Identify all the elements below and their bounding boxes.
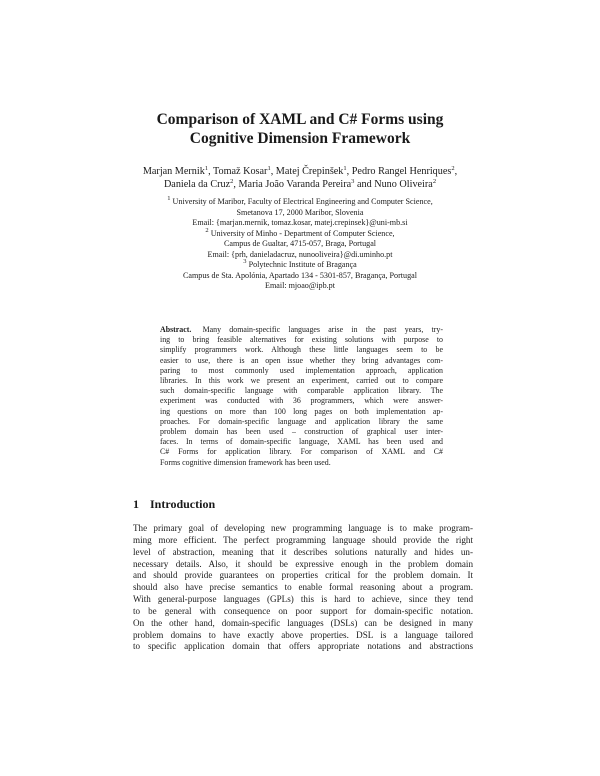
affiliation-text: Smetanova 17, 2000 Maribor, Slovenia [236,207,364,217]
affiliation-email: Email: mjoao@ipb.pt [265,281,335,290]
abstract-line: ing questions on more than 100 long pages on both implementation ap- [160,406,443,416]
author-affil-mark: 2 [230,178,234,186]
author-affil-mark: 2 [451,165,455,172]
author-line [90,178,510,191]
author-separator: , [233,179,239,191]
author-separator: , [208,166,213,177]
abstract-line: libraries. In this work we present an experiment, carried out to compare [160,376,443,386]
body-line: to be general with consequence on poor support for domain-specific notation. [133,605,473,616]
body-line: and should provide guarantees on properties critical for the problem domain. It [133,570,473,581]
affiliation-text: Polytechnic Institute of Bragança [248,260,357,269]
affiliation-text: Campus de Gualtar, 4715-057, Braga, Portugal [223,239,377,248]
section-heading [133,497,215,511]
introduction-text [133,523,473,653]
section-title: Introduction [150,497,216,511]
author-name: Maria João Varanda Pereira [238,179,352,191]
body-line: With general-purpose languages (GPLs) this is hard to achieve, since they tend [133,594,473,605]
affiliation-line [110,260,490,271]
abstract-line: Forms cognitive dimension framework has been used. [160,457,331,467]
affiliation-email: Email: {prh, danieladacruz, nunooliveira}@di.uminho.pt [207,249,393,259]
abstract-line: paring to most commonly used implementation approach, application [160,365,443,375]
body-line: problem domains to have exactly above properties. DSL is a language tailored [133,629,473,640]
affiliation-line [110,197,490,208]
author-separator: , [270,166,276,177]
affiliations [110,197,490,292]
author-affil-mark: 1 [204,165,209,172]
body-line: The primary goal of developing new programming language is to make program- [133,523,473,533]
abstract-line: ing to bring feasible alternatives for existing solutions with purpose to [160,335,443,345]
author-line [90,165,510,178]
affiliation-mark: 3 [243,258,247,265]
affiliation-email: Email: {marjan.mernik, tomaz.kosar, matej.crepinsek}@uni-mb.si [192,218,408,227]
section-number: 1 [133,497,139,511]
body-line: to specific application domain that offers appropriate notations and abstractions [133,641,473,652]
body-line: should also have precise semantics to enable formal reasoning about a program. [133,582,473,593]
author-name: Daniela da Cruz [163,179,231,191]
affiliation-mark: 1 [167,195,171,202]
body-line: necessary details. Also, it should be expressive enough in the problem domain [133,558,473,569]
abstract-line: experiment was conducted with 36 programmers, which were answer- [160,396,443,406]
abstract-line: proaches. For domain-specific language and application library the same [160,416,443,426]
abstract-label: Abstract. [160,325,192,334]
affiliation-line [110,208,490,219]
affiliation-mark: 2 [205,226,209,234]
title-line: Comparison of XAML and C# Forms using [156,111,444,128]
affiliation-line [110,226,490,240]
abstract-line: Abstract. Many domain-specific languages arise in the past years, try- [160,325,443,334]
affiliation-line [110,281,490,292]
author-name: Pedro Rangel Henriques [351,166,452,177]
affiliation-text: Campus de Sta. Apolónia, Apartado 134 - 5301-857, Bragança, Portugal [182,270,417,280]
body-line: On the other hand, domain-specific languages (DSLs) can be designed in many [133,617,473,628]
affiliation-line [110,239,490,250]
abstract [160,325,443,468]
author-name: Nuno Oliveira [374,179,433,191]
author-separator: , [454,166,458,177]
abstract-line: easier to use, there is an open issue whether they bring advantages com- [160,355,443,365]
author-name: Marjan Mernik [142,166,205,177]
author-affil-mark: 2 [432,178,437,186]
abstract-line: problem domain has been used – construction of graphical user inter- [160,427,443,437]
author-separator: , [346,166,352,177]
body-line: level of abstraction, meaning that it describes solutions naturally and hides un- [133,546,473,557]
author-list [90,165,510,192]
affiliation-text: University of Minho - Department of Computer Science, [210,228,395,238]
body-line: ming more efficient. The perfect programming language should provide the right [133,534,473,545]
author-affil-mark: 3 [351,178,355,186]
affiliation-text: University of Maribor, Faculty of Electrical Engineering and Computer Science, [172,197,433,206]
affiliation-line [110,218,490,229]
abstract-line: C# Forms for application library. For comparison of XAML and C# [160,447,443,457]
abstract-line: faces. In terms of domain-specific language, XAML has been used and [160,437,443,447]
abstract-line: simplify programmers work. Although these little languages seem to be [160,345,443,355]
abstract-line: such domain-specific language with comparable application library. The [160,386,443,396]
author-separator: and [354,179,375,191]
affiliation-line [110,250,490,261]
affiliation-line [110,271,490,282]
author-name: Matej Črepinšek [275,166,344,177]
title-line: Cognitive Dimension Framework [189,130,411,147]
author-affil-mark: 1 [343,165,347,172]
paper-title [100,110,500,148]
author-affil-mark: 1 [267,165,271,172]
author-name: Tomaž Kosar [212,166,268,177]
